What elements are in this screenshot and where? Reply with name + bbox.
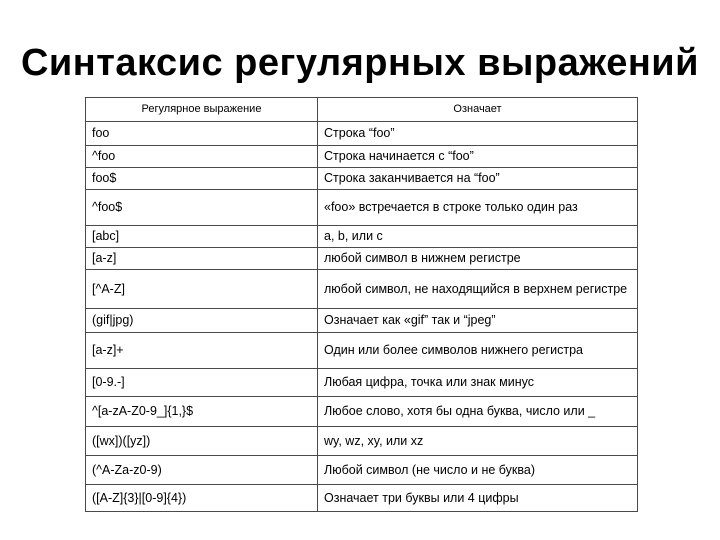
slide-title: Синтаксис регулярных выражений xyxy=(20,42,700,84)
meaning-cell: Означает как «gif” так и “jpeg” xyxy=(318,309,638,333)
regex-cell: [a-z]+ xyxy=(86,333,318,369)
regex-cell: ([A-Z]{3}|[0-9]{4}) xyxy=(86,485,318,512)
regex-cell: ^foo xyxy=(86,146,318,168)
regex-cell: [a-z] xyxy=(86,248,318,270)
table-row xyxy=(86,369,638,397)
meaning-cell: wy, wz, xy, или xz xyxy=(318,427,638,456)
meaning-cell: Строка заканчивается на “foo” xyxy=(318,168,638,190)
table-row xyxy=(86,226,638,248)
header-meaning: Означает xyxy=(318,98,638,122)
table-row xyxy=(86,309,638,333)
table-row xyxy=(86,190,638,226)
table-row xyxy=(86,248,638,270)
regex-cell: ^foo$ xyxy=(86,190,318,226)
table-row xyxy=(86,485,638,512)
meaning-cell: Любое слово, хотя бы одна буква, число или _ xyxy=(318,397,638,427)
table-row xyxy=(86,270,638,309)
table-row xyxy=(86,146,638,168)
regex-cell: (gif|jpg) xyxy=(86,309,318,333)
regex-cell: (^A-Za-z0-9) xyxy=(86,456,318,485)
regex-cell: [abc] xyxy=(86,226,318,248)
regex-cell: ^[a-zA-Z0-9_]{1,}$ xyxy=(86,397,318,427)
table-row xyxy=(86,427,638,456)
regex-cell: ([wx])([yz]) xyxy=(86,427,318,456)
regex-cell: [0-9.-] xyxy=(86,369,318,397)
meaning-cell: a, b, или c xyxy=(318,226,638,248)
meaning-cell: Означает три буквы или 4 цифры xyxy=(318,485,638,512)
regex-cell: [^A-Z] xyxy=(86,270,318,309)
meaning-cell: любой символ в нижнем регистре xyxy=(318,248,638,270)
table-row xyxy=(86,122,638,146)
regex-cell: foo$ xyxy=(86,168,318,190)
meaning-cell: Строка “foo” xyxy=(318,122,638,146)
table-header-row xyxy=(86,98,638,122)
meaning-cell: Любая цифра, точка или знак минус xyxy=(318,369,638,397)
meaning-cell: Строка начинается с “foo” xyxy=(318,146,638,168)
table-row xyxy=(86,397,638,427)
meaning-cell: Один или более символов нижнего регистра xyxy=(318,333,638,369)
meaning-cell: любой символ, не находящийся в верхнем регистре xyxy=(318,270,638,309)
table-row xyxy=(86,333,638,369)
meaning-cell: «foo» встречается в строке только один раз xyxy=(318,190,638,226)
meaning-cell: Любой символ (не число и не буква) xyxy=(318,456,638,485)
regex-syntax-table xyxy=(85,97,638,512)
regex-cell: foo xyxy=(86,122,318,146)
table-row xyxy=(86,168,638,190)
table-row xyxy=(86,456,638,485)
header-regex: Регулярное выражение xyxy=(86,98,318,122)
